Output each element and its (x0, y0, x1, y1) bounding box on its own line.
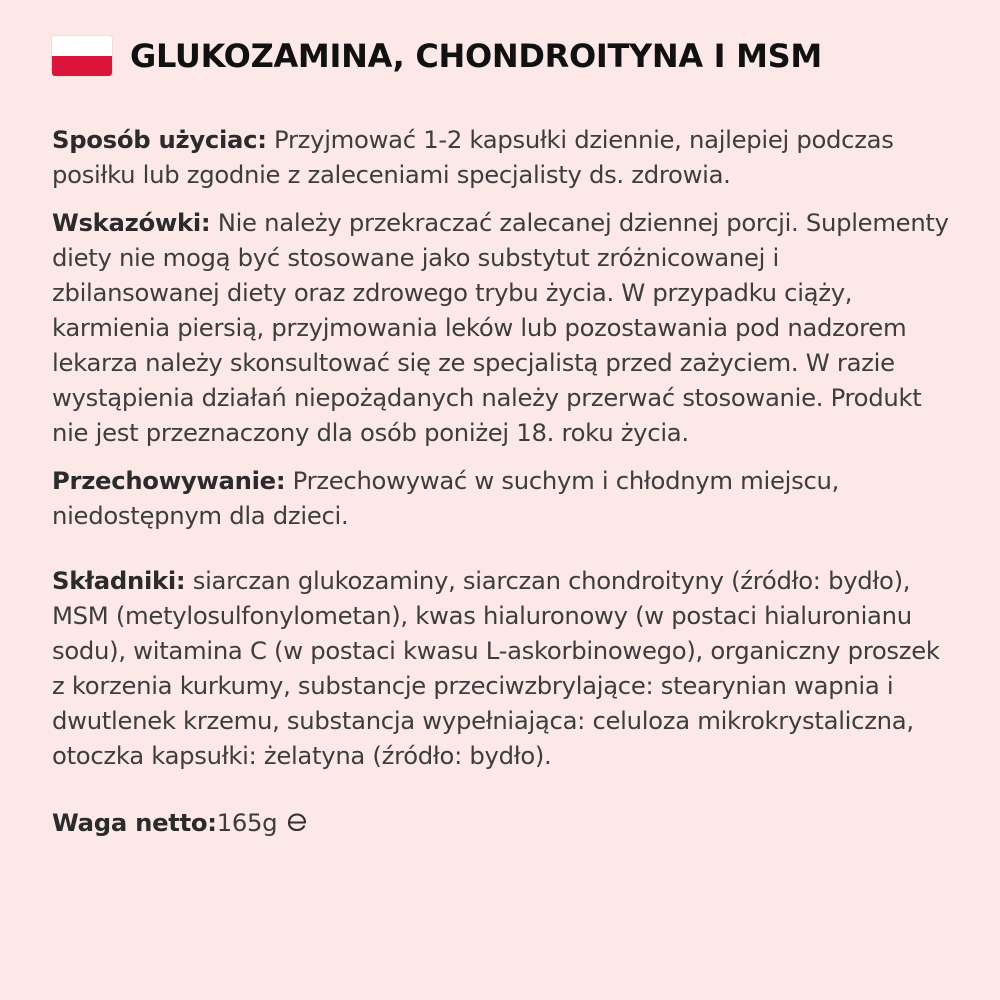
usage-text: Przyjmować 1-2 kapsułki dziennie, najlepiej podczas posiłku lub zgodnie z zaleceniami specjalisty ds. zdrowia. (52, 125, 894, 189)
flag-white-stripe (52, 36, 112, 56)
storage-section (52, 463, 952, 533)
usage-section (52, 122, 952, 192)
header (52, 36, 822, 76)
storage-text: Przechowywać w suchym i chłodnym miejscu, niedostępnym dla dzieci. (52, 466, 840, 530)
guidelines-section (52, 205, 952, 450)
estimated-sign-icon (285, 808, 309, 832)
poland-flag-icon (52, 36, 112, 76)
net-weight-value: 165g (216, 808, 278, 837)
usage-label: Sposób użyciac: (52, 125, 267, 154)
storage-label: Przechowywanie: (52, 466, 286, 495)
ingredients-label: Składniki: (52, 566, 186, 595)
page-title: GLUKOZAMINA, CHONDROITYNA I MSM (130, 37, 822, 75)
ingredients-section (52, 563, 952, 773)
guidelines-text: Nie należy przekraczać zalecanej dziennej porcji. Suplementy diety nie mogą być stosowane jako substytut zróżnicowanej i zbilansowanej diety oraz zdrowego trybu życia. W przypadku ciąży, karmienia piersią, przyjmowania leków lub pozostawania pod nadzorem lekarza należy skonsultować się ze specjalistą przed zażyciem. W razie wystąpienia działań niepożądanych należy przerwać stosowanie. Produkt nie jest przeznaczony dla osób poniżej 18. roku życia. (52, 208, 949, 447)
product-description (52, 122, 952, 840)
net-weight-section (52, 805, 952, 840)
ingredients-text: siarczan glukozaminy, siarczan chondroityny (źródło: bydło), MSM (metylosulfonylometan), kwas hialuronowy (w postaci hialuronianu sodu), witamina C (w postaci kwasu L-askorbinowego), organiczny proszek z korzenia kurkumy, substancje przeciwzbrylające: stearynian wapnia i dwutlenek krzemu, substancja wypełniająca: celuloza mikrokrystaliczna, otoczka kapsułki: żelatyna (źródło: bydło). (52, 566, 940, 770)
guidelines-label: Wskazówki: (52, 208, 211, 237)
net-weight-label: Waga netto: (52, 808, 217, 837)
flag-red-stripe (52, 56, 112, 76)
